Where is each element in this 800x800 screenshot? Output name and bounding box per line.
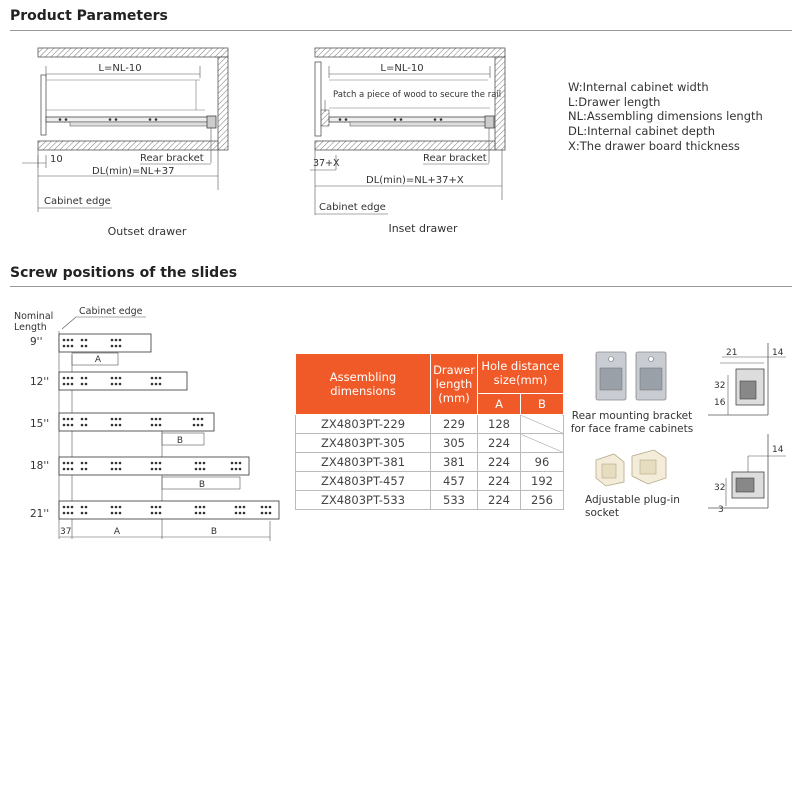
table-cell-model: ZX4803PT-305 xyxy=(296,434,431,453)
nominal-length-label-1: Nominal xyxy=(14,311,54,322)
outset-cabinet-edge-label: Cabinet edge xyxy=(44,196,111,207)
outset-drawer-diagram xyxy=(0,0,290,250)
side-detail-dim: 16 xyxy=(714,398,726,408)
table-cell-b-empty xyxy=(521,434,564,453)
table-cell-b: 192 xyxy=(521,472,564,491)
header-drawer-length: Drawer length (mm) xyxy=(431,354,478,415)
table-cell-length: 457 xyxy=(431,472,478,491)
slide-rail-9 xyxy=(59,334,151,352)
table-cell-model: ZX4803PT-457 xyxy=(296,472,431,491)
section-title-screw-positions: Screw positions of the slides xyxy=(10,265,238,281)
cabinet-top-wall xyxy=(38,48,228,57)
side-detail-dim: 14 xyxy=(772,348,784,358)
outset-top-dimension: L=NL-10 xyxy=(98,63,142,74)
nominal-length-label-2: Length xyxy=(14,322,47,333)
table-cell-a: 224 xyxy=(478,491,521,510)
slide-rail-12 xyxy=(59,372,187,390)
section-divider xyxy=(10,286,792,287)
slide-dim-label: B xyxy=(176,436,184,446)
side-detail-dim: 14 xyxy=(772,445,784,455)
slide-dim-label: A xyxy=(94,355,102,365)
table-cell-a: 224 xyxy=(478,472,521,491)
cabinet-back-wall xyxy=(218,57,228,150)
slide-rail-15 xyxy=(59,413,214,431)
section-title-product-parameters: Product Parameters xyxy=(10,8,168,24)
table-row xyxy=(296,415,564,434)
bottom-dim-b: B xyxy=(210,527,218,537)
table-cell-a: 224 xyxy=(478,434,521,453)
plug-in-socket-caption: Adjustable plug-in socket xyxy=(585,494,680,519)
table-cell-model: ZX4803PT-381 xyxy=(296,453,431,472)
table-cell-length: 381 xyxy=(431,453,478,472)
inset-bottom-dimension: DL(min)=NL+37+X xyxy=(366,175,464,186)
table-row xyxy=(296,472,564,491)
outset-left-dimension: 10 xyxy=(50,154,63,165)
outset-rear-bracket-label: Rear bracket xyxy=(140,153,204,164)
slide-rail-21 xyxy=(59,501,279,519)
table-cell-b-empty xyxy=(521,415,564,434)
plug-in-socket-image xyxy=(592,446,674,490)
bottom-dim-37: 37 xyxy=(60,527,72,537)
slide-dim-label: B xyxy=(198,480,206,490)
legend-item: X:The drawer board thickness xyxy=(568,138,740,153)
dimension-legend xyxy=(568,80,763,154)
legend-item: DL:Internal cabinet depth xyxy=(568,124,715,139)
outset-bottom-dimension: DL(min)=NL+37 xyxy=(92,166,175,177)
drawer-front xyxy=(41,75,46,135)
side-detail-dim: 32 xyxy=(714,483,726,493)
table-row xyxy=(296,434,564,453)
table-cell-b: 96 xyxy=(521,453,564,472)
table-cell-model: ZX4803PT-533 xyxy=(296,491,431,510)
rear-mounting-bracket-image xyxy=(592,350,672,406)
slide-screw-positions-diagram xyxy=(0,295,290,545)
inset-drawer-diagram xyxy=(300,0,540,250)
table-cell-length: 229 xyxy=(431,415,478,434)
slides-cabinet-edge-label: Cabinet edge xyxy=(79,306,143,317)
side-detail-dim: 3 xyxy=(718,505,724,515)
side-detail-dim: 21 xyxy=(726,348,738,358)
inset-patch-note: Patch a piece of wood to secure the rail xyxy=(333,90,502,100)
slide-size-label: 9'' xyxy=(30,336,43,348)
side-detail-dim: 32 xyxy=(714,381,726,391)
inset-cabinet-edge-label: Cabinet edge xyxy=(319,202,386,213)
rear-bracket-caption: Rear mounting bracket for face frame cabinets xyxy=(570,410,694,435)
cabinet-bottom-wall xyxy=(38,141,218,150)
table-cell-a: 224 xyxy=(478,453,521,472)
side-detail-top xyxy=(708,343,790,425)
header-assembling-dimensions: Assembling dimensions xyxy=(296,354,431,415)
inset-left-dimension: 37+X xyxy=(313,158,340,169)
inset-top-dimension: L=NL-10 xyxy=(380,63,424,74)
inset-drawer-caption: Inset drawer xyxy=(388,222,458,235)
inset-rear-bracket-label: Rear bracket xyxy=(423,153,487,164)
outset-drawer-caption: Outset drawer xyxy=(107,225,187,238)
specifications-table xyxy=(295,353,564,510)
slide-rail-18 xyxy=(59,457,249,475)
slide-size-label: 12'' xyxy=(30,376,50,388)
header-hole-b: B xyxy=(521,393,564,414)
legend-item: W:Internal cabinet width xyxy=(568,80,709,94)
header-hole-distance: Hole distance size(mm) xyxy=(478,354,564,394)
bottom-dim-a: A xyxy=(113,527,121,537)
table-cell-b: 256 xyxy=(521,491,564,510)
slide-size-label: 15'' xyxy=(30,418,50,430)
slide-rail xyxy=(46,117,212,122)
slide-size-label: 18'' xyxy=(30,460,50,472)
side-detail-bottom xyxy=(708,434,790,516)
table-cell-length: 305 xyxy=(431,434,478,453)
legend-item: NL:Assembling dimensions length xyxy=(568,109,763,124)
slide-size-label: 21'' xyxy=(30,508,50,520)
table-cell-model: ZX4803PT-229 xyxy=(296,415,431,434)
table-cell-a: 128 xyxy=(478,415,521,434)
table-row xyxy=(296,453,564,472)
table-row xyxy=(296,491,564,510)
header-hole-a: A xyxy=(478,393,521,414)
legend-item: L:Drawer length xyxy=(568,94,661,109)
table-cell-length: 533 xyxy=(431,491,478,510)
rear-bracket xyxy=(207,116,216,128)
